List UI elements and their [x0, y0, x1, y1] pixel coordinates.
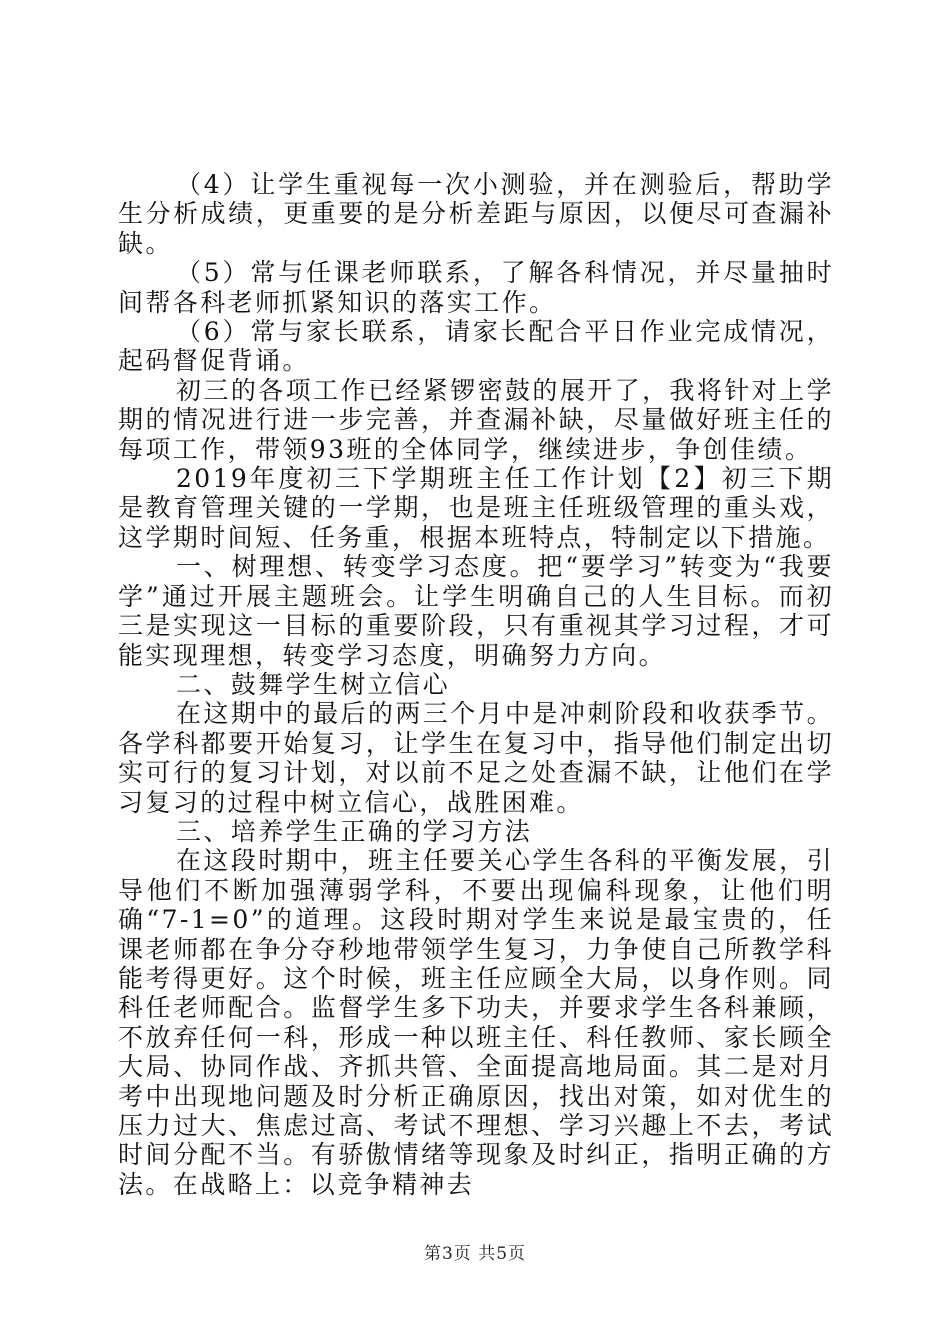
paragraph-section-three-body: 在这段时期中，班主任要关心学生各科的平衡发展，引导他们不断加强薄弱学科，不要出现偏科现象，让他们明确“7-1=0”的道理。这段时期对学生来说是最宝贵的，任课老师都在争分夺秒地带领学生复习，力争使自己所教学科能考得更好。这个时候，班主任应顾全大局，以身作则。同科任老师配合。监督学生多下功夫，并要求学生各科兼顾，不放弃任何一科，形成一种以班主任、科任教师、家长顾全大局、协同作战、齐抓共管、全面提高地局面。其二是对月考中出现地问题及时分析正确原因，找出对策，如对优生的压力过大、焦虑过高、考试不理想、学习兴趣上不去，考试时间分配不当。有骄傲情绪等现象及时纠正，指明正确的方法。在战略上：以竞争精神去: [118, 846, 834, 1199]
section-heading-two: 二、鼓舞学生树立信心: [176, 669, 451, 699]
paragraph-item-4: （4）让学生重视每一次小测验，并在测验后，帮助学生分析成绩，更重要的是分析差距与原因，以便尽可查漏补缺。: [118, 170, 834, 258]
paragraph-section-one: 一、树理想、转变学习态度。把“要学习”转变为“我要学”通过开展主题班会。让学生明确自己的人生目标。而初三是实现这一目标的重要阶段，只有重视其学习过程，才可能实现理想，转变学习态度，明确努力方向。: [118, 552, 834, 670]
section-heading-three: 三、培养学生正确的学习方法: [176, 816, 533, 846]
paragraph-item-6: （6）常与家长联系，请家长配合平日作业完成情况，起码督促背诵。: [118, 317, 834, 376]
paragraph-item-5: （5）常与任课老师联系，了解各科情况，并尽量抽时间帮各科老师抓紧知识的落实工作。: [118, 258, 834, 317]
document-body: [118, 170, 834, 1199]
paragraph-section-two-body: 在这期中的最后的两三个月中是冲刺阶段和收获季节。各学科都要开始复习，让学生在复习中，指导他们制定出切实可行的复习计划，对以前不足之处查漏不缺，让他们在学习复习的过程中树立信心，战胜困难。: [118, 699, 834, 817]
paragraph-plan-intro: 2019年度初三下学期班主任工作计划【2】初三下期是教育管理关键的一学期，也是班主任班级管理的重头戏，这学期时间短、任务重，根据本班特点，特制定以下措施。: [118, 464, 834, 552]
paragraph-progress-summary: 初三的各项工作已经紧锣密鼓的展开了，我将针对上学期的情况进行进一步完善，并查漏补缺，尽量做好班主任的每项工作，带领93班的全体同学，继续进步，争创佳绩。: [118, 375, 834, 464]
page-number-footer: 第3页 共5页: [423, 1244, 527, 1264]
